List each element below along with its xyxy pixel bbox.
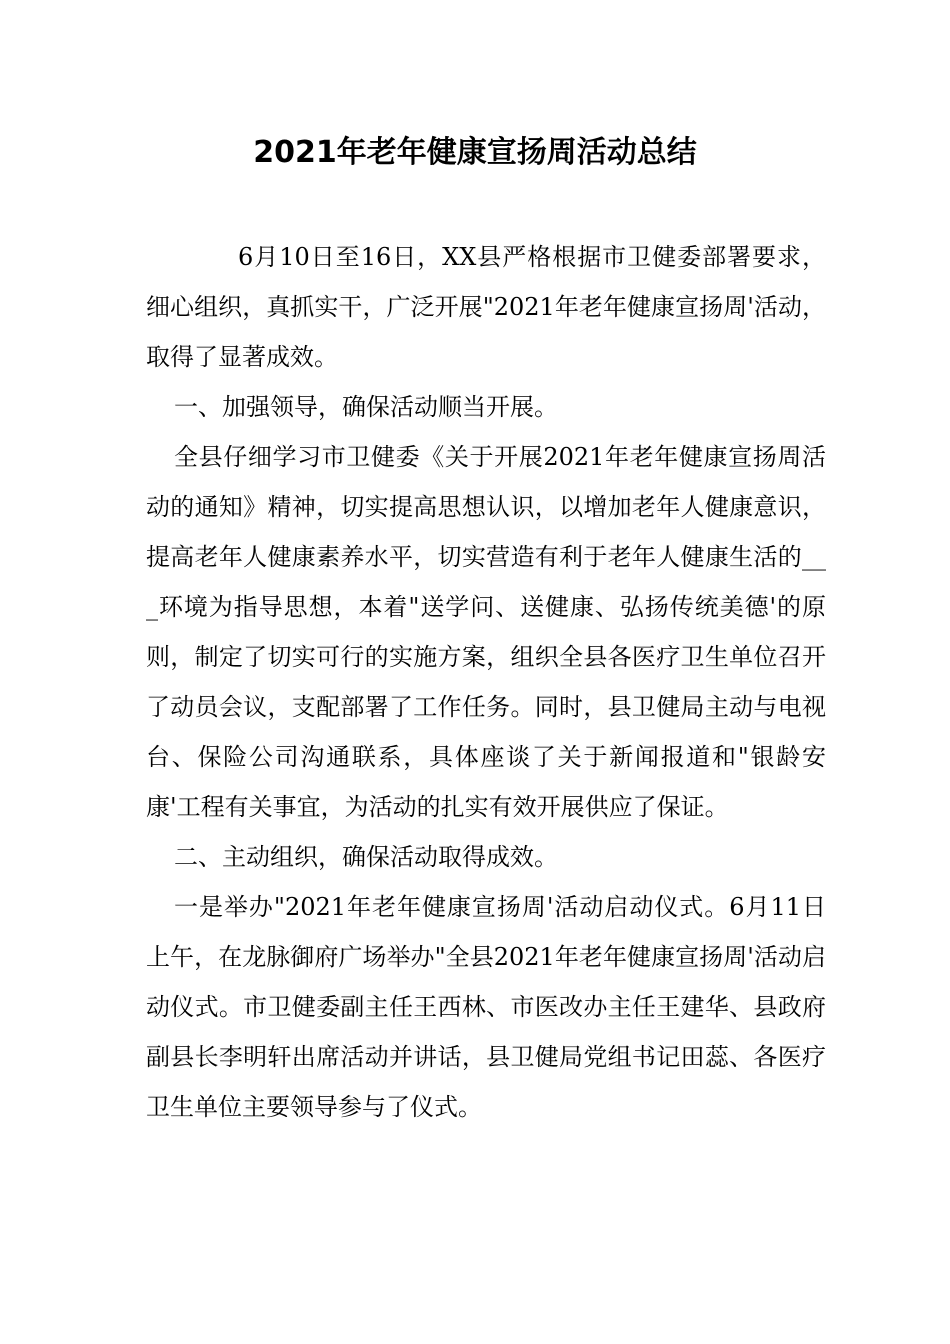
document-title: 2021年老年健康宣扬周活动总结 [253,135,697,170]
paragraph-section-1: 全县仔细学习市卫健委《关于开展2021年老年健康宣扬周活动的通知》精神，切实提高思想认识，以增加老年人健康意识，提高老年人健康素养水平，切实营造有利于老年人健康生活的___环境为指导思想，本着"送学问、送健康、弘扬传统美德'的原则，制定了切实可行的实施方案，组织全县各医疗卫生单位召开了动员会议，支配部署了工作任务。同时，县卫健局主动与电视台、保险公司沟通联系，具体座谈了关于新闻报道和"银龄安康'工程有关事宜，为活动的扎实有效开展供应了保证。 [146,443,826,821]
paragraph-intro: 6月10日至16日，XX县严格根据市卫健委部署要求，细心组织，真抓实干，广泛开展"2021年老年健康宣扬周'活动，取得了显著成效。 [146,243,826,371]
paragraph-section-2: 一是举办"2021年老年健康宣扬周'活动启动仪式。6月11日上午，在龙脉御府广场举办"全县2021年老年健康宣扬周'活动启动仪式。市卫健委副主任王西林、市医改办主任王建华、县政府副县长李明轩出席活动并讲话，县卫健局党组书记田蕊、各医疗卫生单位主要领导参与了仪式。 [146,893,826,1121]
section-heading-2: 二、主动组织，确保活动取得成效。 [174,843,558,871]
section-heading-1: 一、加强领导，确保活动顺当开展。 [174,393,558,421]
document-body [146,232,826,1132]
